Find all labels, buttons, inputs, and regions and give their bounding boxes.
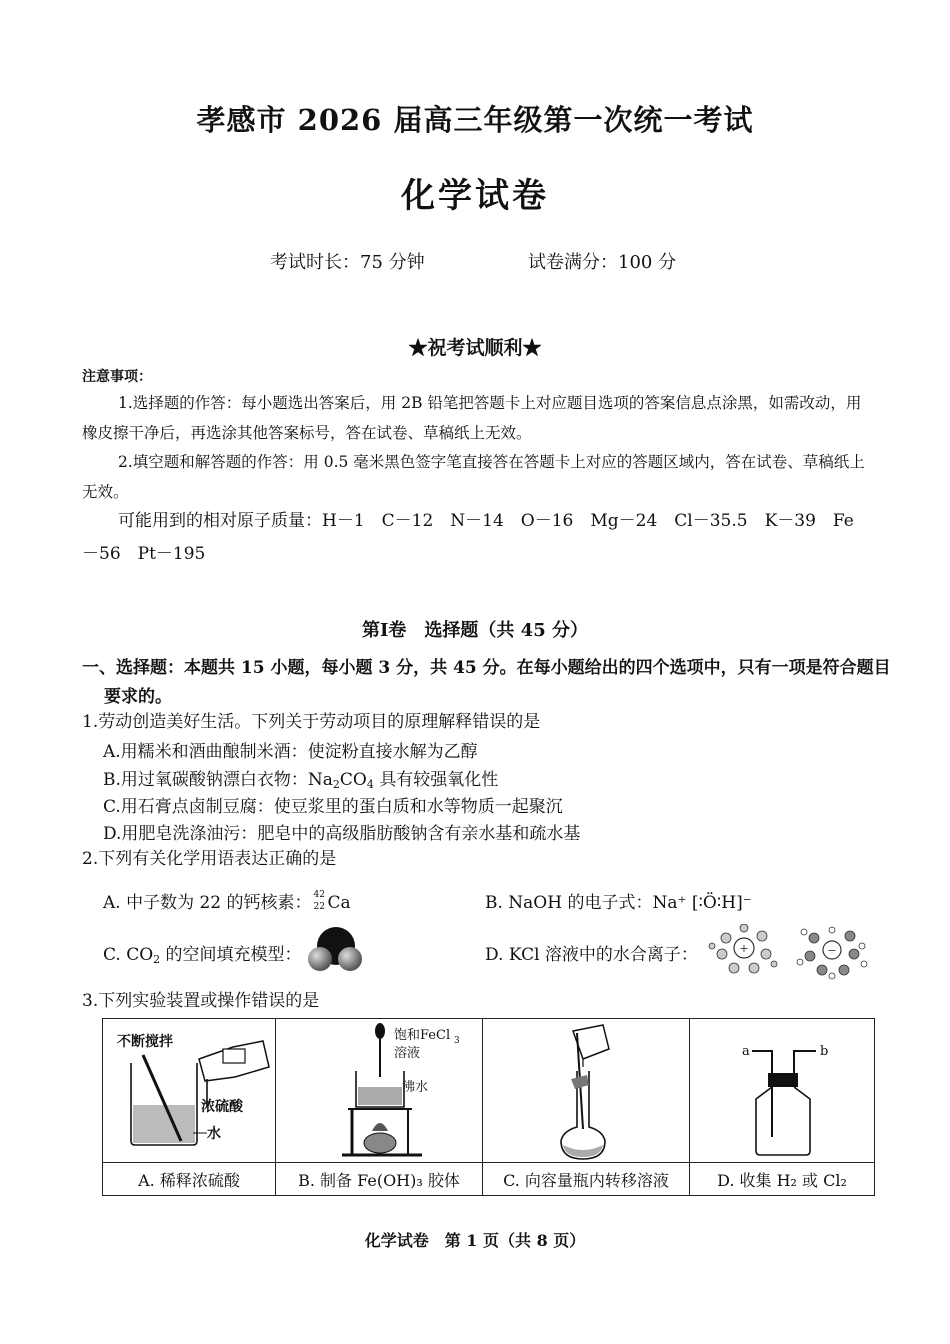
note-item-2: 2.填空题和解答题的作答：用 0.5 毫米黑色签字笔直接答在答题卡上对应的答题区域内，答在试卷、草稿纸上无效。 <box>82 453 865 501</box>
caption-a: A. 稀释浓硫酸 <box>103 1163 276 1196</box>
caption-b: B. 制备 Fe(OH)₃ 胶体 <box>276 1163 483 1196</box>
label-b: b <box>820 1044 829 1059</box>
q1-option-b: B.用过氧碳酸钠漂白衣物：$Na_2CO_4$ 具有较强氧化性 <box>103 770 499 791</box>
svg-text:饱和FeCl: 饱和FeCl <box>394 1028 451 1043</box>
svg-text:−: − <box>827 944 837 957</box>
label-stir: 不断搅拌 <box>117 1034 173 1050</box>
svg-text:+: + <box>739 942 749 955</box>
apparatus-a <box>103 1019 276 1163</box>
hydrated-ions-diagram <box>704 924 874 980</box>
q2-option-c: C. $CO_2$ 的空间填充模型： <box>103 945 302 966</box>
caption-d: D. 收集 H₂ 或 Cl₂ <box>690 1163 875 1196</box>
svg-text:3: 3 <box>454 1036 460 1046</box>
label-acid: 浓硫酸 <box>201 1099 243 1115</box>
blessing: ★祝考试顺利★ <box>408 337 542 359</box>
apparatus-d <box>690 1019 875 1163</box>
page-footer: 化学试卷 第 1 页（共 8 页） <box>364 1231 586 1250</box>
q3-stem: 3.下列实验装置或操作错误的是 <box>82 991 320 1011</box>
exam-duration: 考试时长：75 分钟 <box>270 252 425 273</box>
apparatus-b <box>276 1019 483 1163</box>
label-water: 水 <box>207 1126 221 1142</box>
note-item-1: 1.选择题的作答：每小题选出答案后，用 2B 铅笔把答题卡上对应题目选项的答案信息点涂黑，如需改动，用橡皮擦干净后，再选涂其他答案标号，答在试卷、草稿纸上无效。 <box>82 394 862 442</box>
exam-title: 孝感市 2026 届高三年级第一次统一考试 <box>196 103 754 137</box>
co2-space-filling-model <box>306 924 366 974</box>
apparatus-c <box>483 1019 690 1163</box>
q1-option-c: C.用石膏点卤制豆腐：使豆浆里的蛋白质和水等物质一起聚沉 <box>103 797 563 817</box>
q1-option-d: D.用肥皂洗涤油污：肥皂中的高级脂肪酸钠含有亲水基和疏水基 <box>103 824 581 844</box>
notes-heading: 注意事项： <box>82 369 152 385</box>
q2-option-a: A. 中子数为 22 的钙核素： 42 22 Ca <box>103 889 351 913</box>
full-score: 试卷满分：100 分 <box>528 252 677 273</box>
q1-stem: 1.劳动创造美好生活。下列关于劳动项目的原理解释错误的是 <box>82 712 541 732</box>
q2-option-b: B. NaOH 的电子式：Na⁺ [∶Ö∶H]⁻ <box>485 893 752 913</box>
q2-stem: 2.下列有关化学用语表达正确的是 <box>82 849 337 869</box>
label-a: a <box>742 1044 750 1059</box>
section-instruction: 一、选择题：本题共 15 小题，每小题 3 分，共 45 分。在每小题给出的四个选项中，只有一项是符合题目要求的。 <box>82 658 891 707</box>
apparatus-table <box>102 1018 875 1196</box>
q1-option-a: A.用糯米和酒曲酿制米酒：使淀粉直接水解为乙醇 <box>103 742 478 762</box>
subject-title: 化学试卷 <box>401 176 549 216</box>
caption-c: C. 向容量瓶内转移溶液 <box>483 1163 690 1196</box>
section-title: 第Ⅰ卷 选择题（共 45 分） <box>361 620 588 641</box>
label-boil: 沸水 <box>402 1080 429 1095</box>
q2-option-d: D. KCl 溶液中的水合离子： <box>485 945 698 965</box>
svg-text:溶液: 溶液 <box>394 1046 421 1061</box>
atomic-masses: 可能用到的相对原子质量：H－1 C－12 N－14 O－16 Mg－24 Cl－35.5 K－39 Fe－56 Pt－195 <box>82 511 854 564</box>
